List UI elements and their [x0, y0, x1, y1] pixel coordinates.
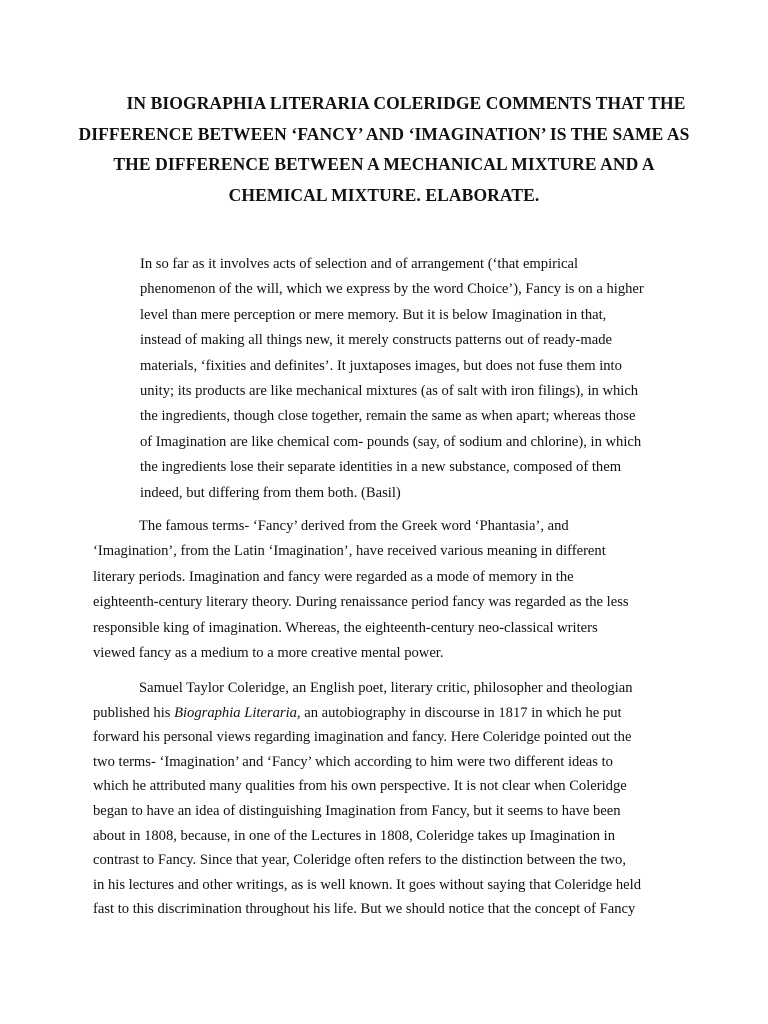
- title-line-4: CHEMICAL MIXTURE. ELABORATE.: [228, 184, 540, 205]
- quote-line-2: phenomenon of the will, which we express by the word Choice’), Fancy is on a higher: [140, 281, 644, 298]
- para2-line-3: forward his personal views regarding imagination and fancy. Here Coleridge pointed out the: [93, 729, 632, 746]
- title-line-1: IN BIOGRAPHIA LITERARIA COLERIDGE COMMENTS THAT THE: [126, 93, 686, 113]
- quote-line-8: of Imagination are like chemical com- pounds (say, of sodium and chlorine), in which: [140, 433, 642, 450]
- quote-line-4: instead of making all things new, it merely constructs patterns out of ready-made: [140, 332, 613, 349]
- para2-line-2-before: published his: [93, 704, 175, 721]
- para2-line-4: two terms- ‘Imagination’ and ‘Fancy’ which according to him were two different ideas to: [93, 753, 613, 770]
- para2-line-9: in his lectures and other writings, as is well known. It goes without saying that Coleridge held: [93, 876, 641, 893]
- para2-line-5: which he attributed many qualities from his own perspective. It is not clear when Coleridge: [93, 778, 627, 795]
- quote-line-5: materials, ‘fixities and definites’. It juxtaposes images, but does not fuse them into: [140, 357, 622, 374]
- para2-line-2: [93, 701, 685, 726]
- para1-line-1: [93, 514, 685, 539]
- para1-line-3: literary periods. Imagination and fancy were regarded as a mode of memory in the: [93, 568, 574, 585]
- quote-line-1: In so far as it involves acts of selection and of arrangement (‘that empirical: [140, 256, 579, 272]
- quote-line-7: the ingredients, though close together, remain the same as when apart; whereas those: [140, 408, 636, 425]
- para1-line-1-text: The famous terms- ‘Fancy’ derived from the Greek word ‘Phantasia’, and: [139, 518, 569, 534]
- paragraph-coleridge: [93, 676, 685, 922]
- para1-line-4: eighteenth-century literary theory. During renaissance period fancy was regarded as the less: [93, 594, 629, 611]
- para2-line-1: [93, 676, 685, 701]
- essay-title: [60, 88, 708, 210]
- quote-line-6: unity; its products are like mechanical mixtures (as of salt with iron filings), in which: [140, 383, 639, 400]
- para1-line-6: viewed fancy as a medium to a more creative mental power.: [93, 645, 444, 662]
- quote-line-10: indeed, but differing from them both. (Basil): [140, 484, 401, 501]
- para2-line-10: fast to this discrimination throughout his life. But we should notice that the concept of Fancy: [93, 901, 636, 918]
- quote-line-3: level than mere perception or mere memory. But it is below Imagination in that,: [140, 306, 607, 323]
- para2-line-6: began to have an idea of distinguishing Imagination from Fancy, but it seems to have been: [93, 802, 621, 819]
- title-line-3: THE DIFFERENCE BETWEEN A MECHANICAL MIXTURE AND A: [113, 154, 655, 174]
- para2-line-8: contrast to Fancy. Since that year, Coleridge often refers to the distinction between the two,: [93, 852, 627, 869]
- para2-line-2-after: , an autobiography in discourse in 1817 in which he put: [296, 704, 622, 721]
- book-title-italic: Biographia Literaria: [174, 704, 297, 721]
- paragraph-famous-terms: [93, 514, 685, 666]
- para1-line-2: ‘Imagination’, from the Latin ‘Imagination’, have received various meaning in different: [93, 543, 606, 560]
- block-quote: [140, 252, 680, 506]
- quote-line-9: the ingredients lose their separate identities in a new substance, composed of them: [140, 459, 622, 476]
- para2-line-1-text: Samuel Taylor Coleridge, an English poet, literary critic, philosopher and theologian: [139, 680, 633, 696]
- title-line-2: DIFFERENCE BETWEEN ‘FANCY’ AND ‘IMAGINATION’ IS THE SAME AS: [78, 123, 690, 144]
- para1-line-5: responsible king of imagination. Whereas, the eighteenth-century neo-classical writers: [93, 619, 598, 636]
- para2-line-7: about in 1808, because, in one of the Lectures in 1808, Coleridge takes up Imagination in: [93, 827, 615, 844]
